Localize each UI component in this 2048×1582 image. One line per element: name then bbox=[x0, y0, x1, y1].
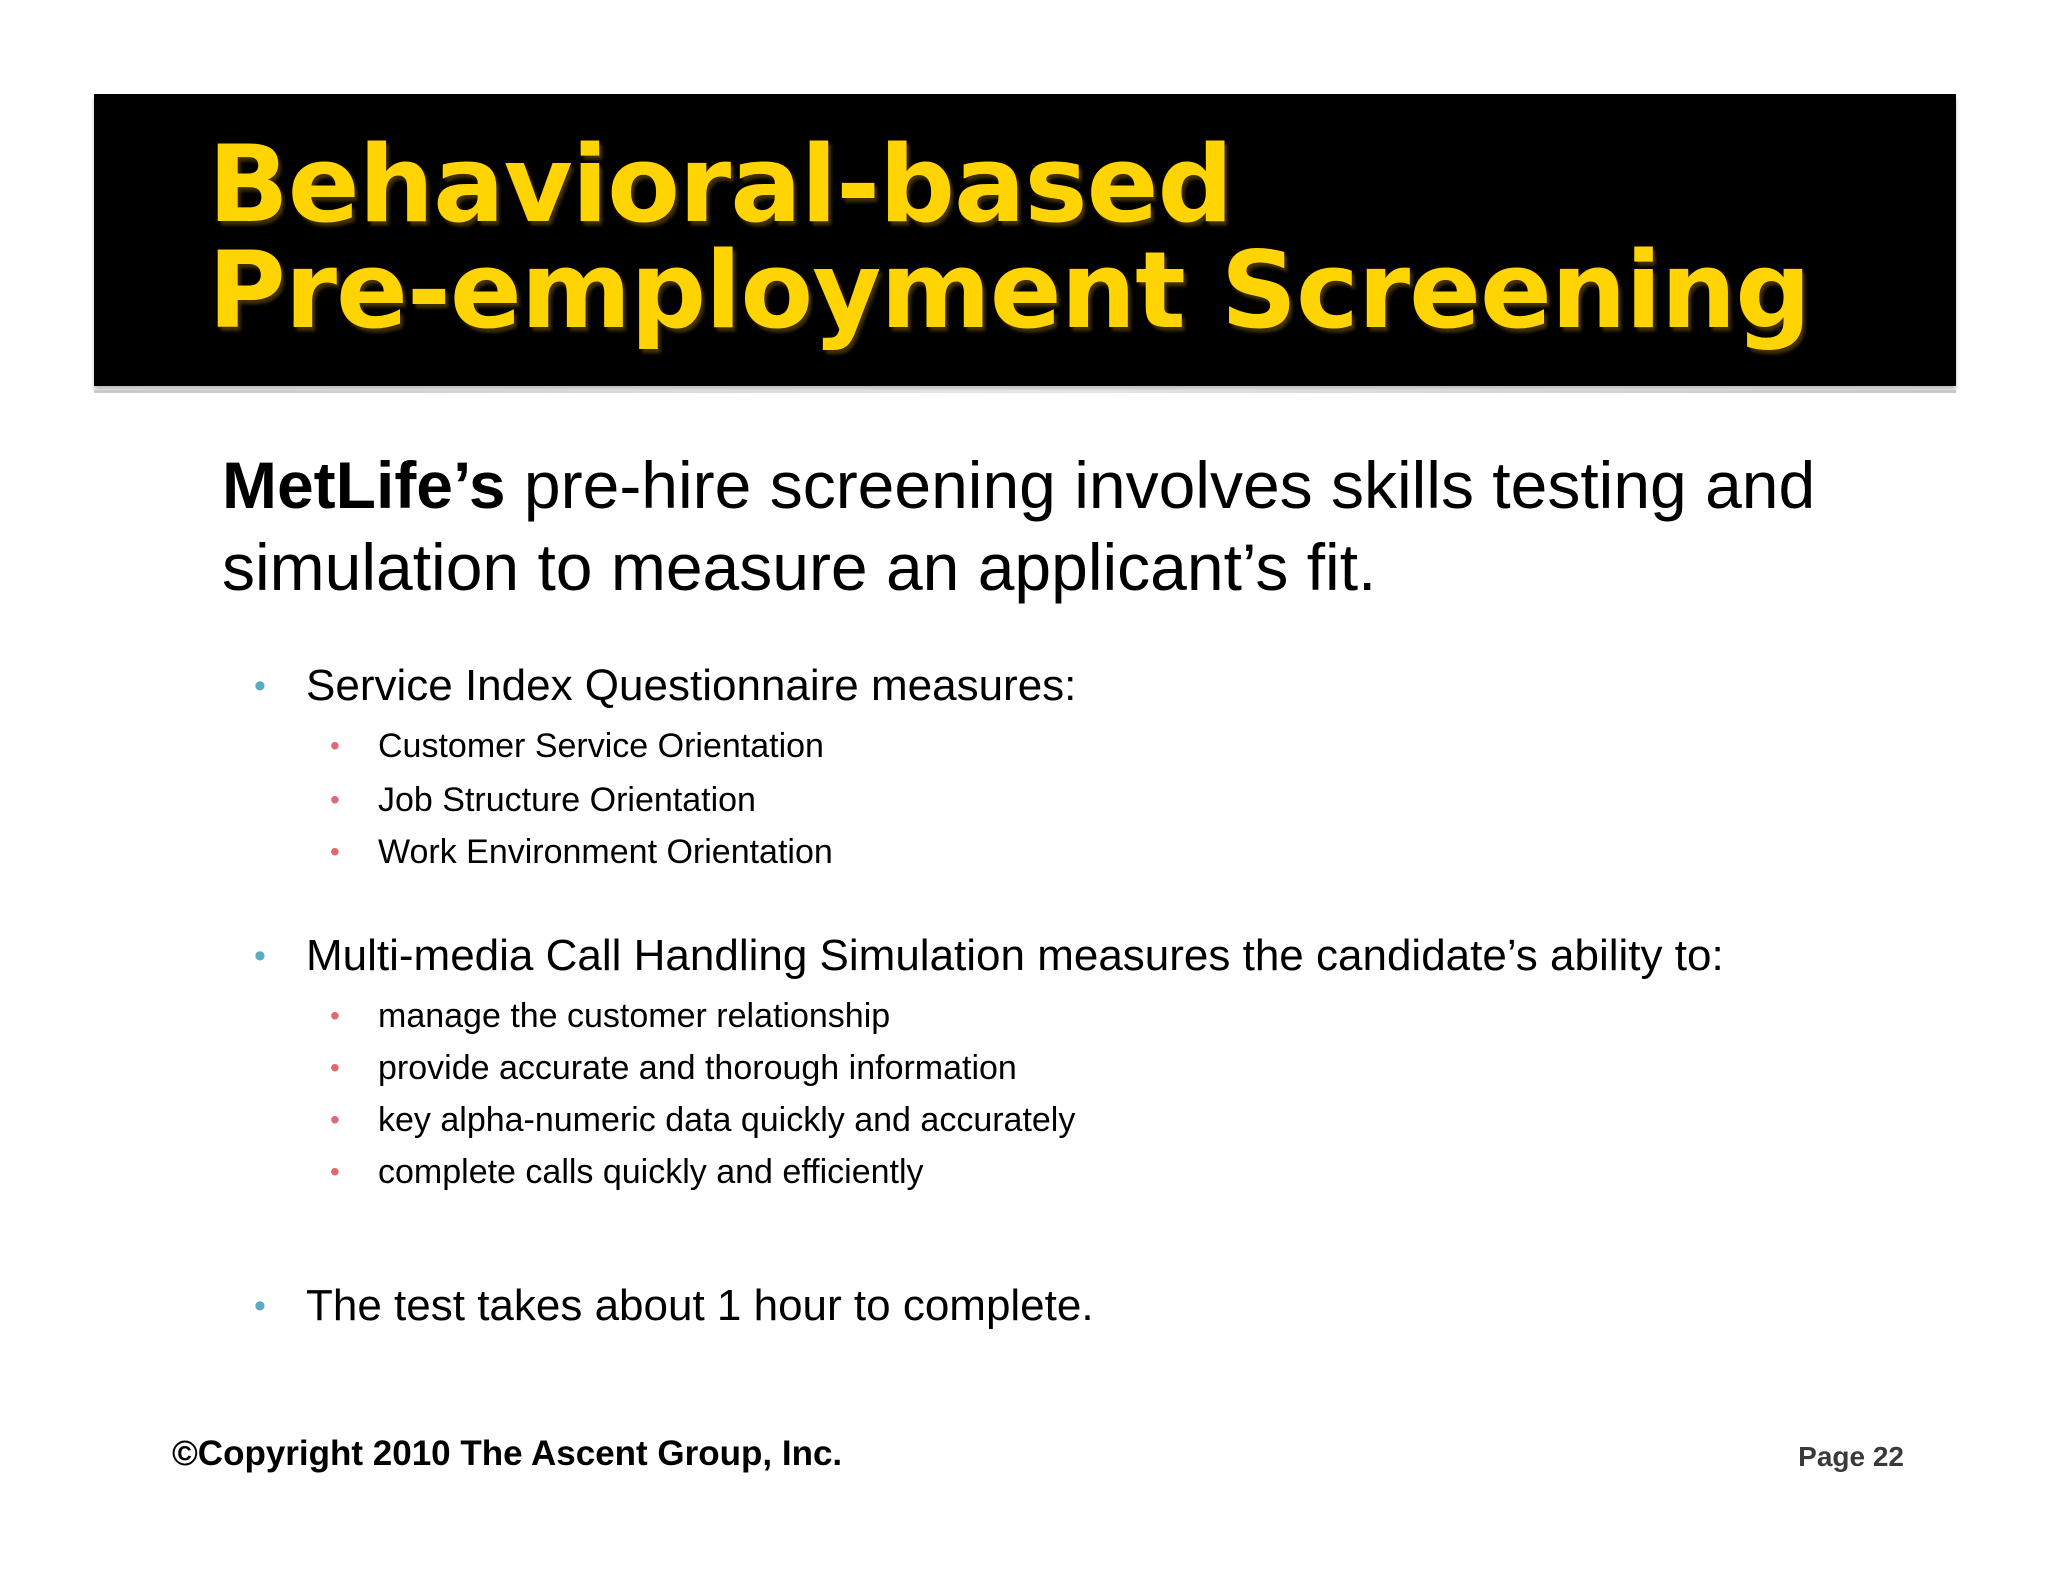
sub-bullet-dot-icon: • bbox=[330, 1156, 340, 1187]
sub-bullet-text: Customer Service Orientation bbox=[378, 727, 824, 765]
bullet-text: Service Index Questionnaire measures: bbox=[306, 661, 1077, 710]
bullet-item bbox=[254, 930, 1724, 982]
sub-bullet-item bbox=[330, 832, 833, 872]
sub-bullet-dot-icon: • bbox=[330, 1000, 340, 1031]
sub-bullet-text: complete calls quickly and efficiently bbox=[378, 1153, 924, 1191]
sub-bullet-dot-icon: • bbox=[330, 1052, 340, 1083]
bullet-text: The test takes about 1 hour to complete. bbox=[306, 1281, 1094, 1330]
sub-bullet-text: Job Structure Orientation bbox=[378, 781, 756, 819]
sub-bullet-item bbox=[330, 1152, 924, 1192]
copyright-notice: ©Copyright 2010 The Ascent Group, Inc. bbox=[172, 1434, 843, 1473]
bullet-item bbox=[254, 660, 1077, 712]
bullet-text: Multi-media Call Handling Simulation measures the candidate’s ability to: bbox=[306, 931, 1724, 980]
sub-bullet-dot-icon: • bbox=[330, 836, 340, 867]
bullet-dot-icon: • bbox=[254, 667, 266, 705]
intro-paragraph bbox=[222, 444, 1862, 608]
slide-title-line-1: Behavioral-based bbox=[208, 123, 1233, 246]
intro-brand: MetLife’s bbox=[222, 448, 506, 522]
sub-bullet-dot-icon: • bbox=[330, 730, 340, 761]
bullet-dot-icon: • bbox=[254, 1287, 266, 1325]
bullet-dot-icon: • bbox=[254, 937, 266, 975]
sub-bullet-item bbox=[330, 780, 756, 820]
slide-title bbox=[208, 123, 1811, 352]
sub-bullet-item bbox=[330, 1100, 1076, 1140]
sub-bullet-item bbox=[330, 1048, 1017, 1088]
title-band-underline bbox=[94, 390, 1956, 393]
slide-title-line-2: Pre-employment Screening bbox=[208, 229, 1811, 352]
sub-bullet-text: manage the customer relationship bbox=[378, 997, 891, 1035]
intro-text-line-2: simulation to measure an applicant’s fit. bbox=[222, 530, 1377, 604]
sub-bullet-item bbox=[330, 996, 891, 1036]
sub-bullet-text: key alpha-numeric data quickly and accurately bbox=[378, 1101, 1076, 1139]
sub-bullet-dot-icon: • bbox=[330, 784, 340, 815]
page-number: Page 22 bbox=[1798, 1441, 1904, 1472]
sub-bullet-text: provide accurate and thorough information bbox=[378, 1049, 1017, 1087]
sub-bullet-item bbox=[330, 726, 824, 766]
intro-text-line-1: pre-hire screening involves skills testing and bbox=[505, 448, 1816, 522]
bullet-item bbox=[254, 1280, 1094, 1332]
sub-bullet-text: Work Environment Orientation bbox=[378, 833, 833, 871]
sub-bullet-dot-icon: • bbox=[330, 1104, 340, 1135]
